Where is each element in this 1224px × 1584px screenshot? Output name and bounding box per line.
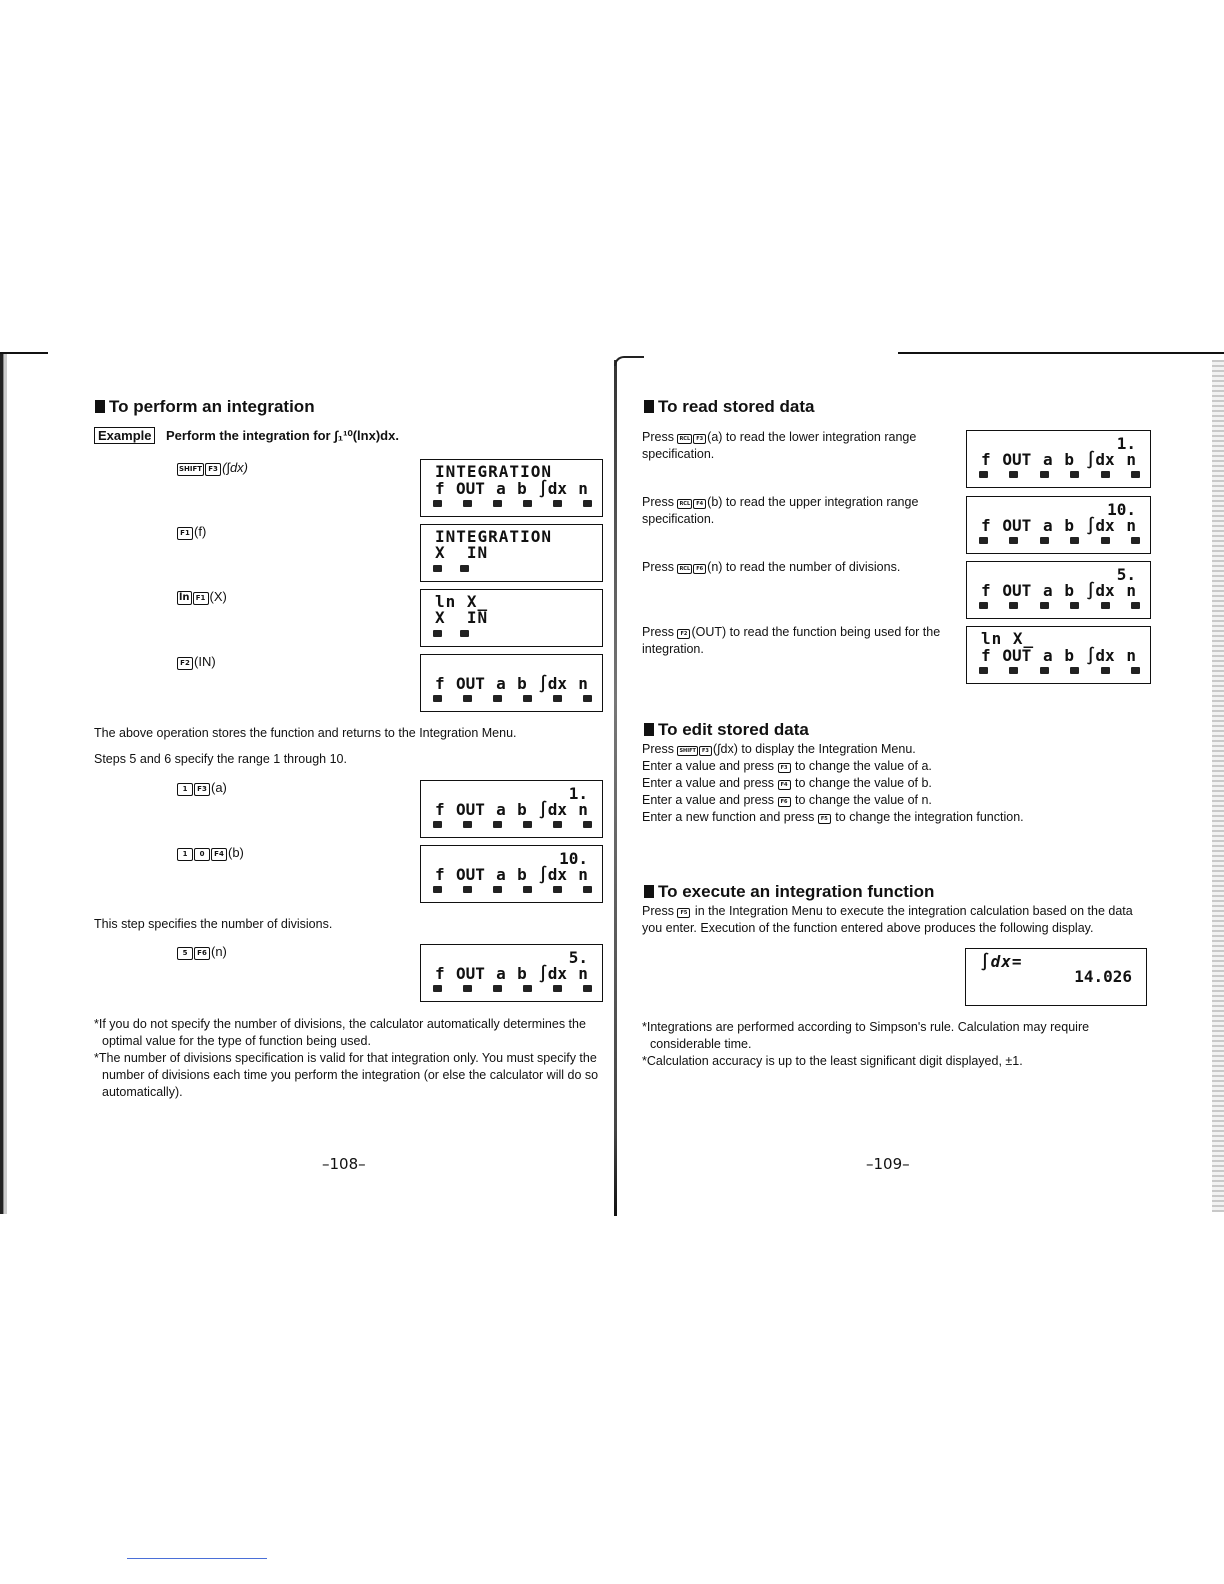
f1-icon	[433, 565, 442, 572]
read-prefix: Press	[642, 560, 674, 574]
lcd-fn-dx: ∫dx	[1085, 450, 1115, 469]
lcd-fn-b: b	[517, 800, 527, 819]
f3-icon	[493, 695, 502, 702]
lcd-value: 5.	[568, 948, 588, 967]
key-f3: F3	[699, 746, 712, 756]
example-label: Example	[94, 427, 155, 444]
lcd-fn-dx: ∫dx	[1085, 516, 1115, 535]
read-prefix: Press	[642, 495, 674, 509]
f5-icon	[553, 500, 562, 507]
note-simpsons-rule: *Integrations are performed according to Simpson's rule. Calculation may require considerable time.	[642, 1020, 1090, 1051]
lcd-screen-b-value	[420, 845, 603, 903]
lcd-screen-read-b	[966, 496, 1151, 554]
f3-icon	[493, 500, 502, 507]
edit-instructions	[642, 741, 1182, 826]
key-f3: F3	[778, 763, 791, 773]
lcd-fn-row	[435, 479, 588, 498]
f3-icon	[493, 985, 502, 992]
softkey-row	[979, 537, 1140, 544]
read-item-out	[642, 624, 942, 658]
f3-icon	[1040, 602, 1049, 609]
lcd-fn-b: b	[517, 964, 527, 983]
lcd-fn-n: n	[578, 865, 588, 884]
f5-icon	[553, 985, 562, 992]
lcd-fn-b: b	[517, 479, 527, 498]
f1-icon	[433, 630, 442, 637]
edit-line-4: Enter a value and press F6 to change the value of n.	[642, 793, 932, 807]
lcd-screen-read-out	[966, 626, 1151, 684]
f4-icon	[1070, 602, 1079, 609]
key-shift: SHIFT	[177, 463, 204, 476]
f6-icon	[583, 695, 592, 702]
lcd-screen-n-value	[420, 944, 603, 1002]
lcd-fn-b: b	[1064, 516, 1074, 535]
step-suffix: (b)	[228, 845, 244, 860]
lcd-fn-row	[435, 865, 588, 884]
key-rcl: RCL	[679, 436, 691, 442]
f4-icon	[523, 695, 532, 702]
lcd-fn-row	[981, 581, 1136, 600]
f5-icon	[553, 821, 562, 828]
f1-icon	[433, 886, 442, 893]
key-0: 0	[194, 848, 210, 861]
lcd-line1: ln X_	[981, 629, 1035, 648]
f1-icon	[979, 471, 988, 478]
lcd-screen-menu-return	[420, 654, 603, 712]
key-ln: ln	[179, 592, 190, 603]
f6-icon	[583, 821, 592, 828]
key-f3: F3	[194, 783, 210, 796]
softkey-row	[979, 471, 1140, 478]
note-divisions-auto: *If you do not specify the number of divisions, the calculator automatically determines the optimal value for the type of function being used.	[94, 1017, 586, 1048]
lcd-value: 5.	[1116, 565, 1136, 584]
key-shift: SHIFT	[679, 748, 696, 754]
read-text: (OUT) to read the function being used for the integration.	[642, 625, 941, 656]
key-f3: F3	[205, 463, 221, 476]
lcd-fn-n: n	[1126, 516, 1136, 535]
f3-icon	[493, 886, 502, 893]
step-5-f6	[177, 944, 227, 960]
square-bullet-icon	[644, 885, 654, 898]
key-rcl: RCL	[679, 501, 691, 507]
lcd-fn-n: n	[578, 964, 588, 983]
f6-icon	[1131, 667, 1140, 674]
lcd-fn-n: n	[1126, 581, 1136, 600]
page-number-right: –109–	[866, 1155, 910, 1173]
step-ln-f1	[177, 589, 227, 605]
lcd-line2: X IN	[435, 543, 489, 562]
read-text: (n) to read the number of divisions.	[707, 560, 901, 574]
key-f3: F3	[693, 434, 706, 444]
lcd-fn-a: a	[1042, 646, 1053, 665]
read-item-n	[642, 559, 942, 576]
f5-icon	[1101, 667, 1110, 674]
key-5: 5	[177, 947, 193, 960]
lcd-fn-f: f	[981, 516, 991, 535]
heading-execute-integration: To execute an integration function	[644, 882, 934, 902]
key-f5: F5	[677, 908, 690, 918]
lcd-fn-a: a	[1042, 581, 1053, 600]
f5-icon	[1101, 602, 1110, 609]
step-shift-f3	[177, 460, 248, 476]
lcd-fn-a: a	[1042, 450, 1053, 469]
f4-icon	[523, 500, 532, 507]
lcd-fn-out: OUT	[455, 479, 485, 498]
f2-icon	[463, 886, 472, 893]
step-suffix: (IN)	[194, 654, 216, 669]
lcd-fn-a: a	[496, 674, 506, 693]
lcd-screen-read-a	[966, 430, 1151, 488]
f4-icon	[1070, 667, 1079, 674]
lcd-fn-out: OUT	[1002, 516, 1032, 535]
edit-line-5: Enter a new function and press F5 to change the integration function.	[642, 810, 1024, 824]
f4-icon	[1070, 471, 1079, 478]
softkey-row	[433, 500, 592, 507]
lcd-screen-ln-x	[420, 589, 603, 647]
f4-icon	[1070, 537, 1079, 544]
f2-icon	[460, 565, 469, 572]
step-suffix: (n)	[211, 944, 227, 959]
lcd-fn-b: b	[1064, 646, 1074, 665]
step-suffix: (X)	[209, 589, 227, 604]
read-prefix: Press	[642, 430, 674, 444]
page-number-left: –108–	[322, 1155, 366, 1173]
f6-icon	[1131, 471, 1140, 478]
read-item-a	[642, 429, 942, 463]
lcd-fn-out: OUT	[455, 865, 485, 884]
lcd-line1: ln X_	[435, 592, 489, 611]
step-suffix: (a)	[211, 780, 227, 795]
heading-edit-stored-data: To edit stored data	[644, 720, 809, 740]
key-f1: F1	[177, 527, 193, 540]
lcd-fn-out: OUT	[1002, 646, 1032, 665]
lcd-fn-dx: ∫dx	[538, 865, 567, 884]
lcd-screen-result	[965, 948, 1147, 1006]
edit-line-3: Enter a value and press F4 to change the value of b.	[642, 776, 932, 790]
lcd-fn-out: OUT	[1002, 581, 1032, 600]
key-1: 1	[177, 783, 193, 796]
f6-icon	[583, 886, 592, 893]
f5-icon	[553, 886, 562, 893]
lcd-fn-a: a	[496, 865, 506, 884]
lcd-screen-a-value	[420, 780, 603, 838]
read-text: (b) to read the upper integration range specification.	[642, 495, 919, 526]
f6-icon	[583, 985, 592, 992]
f5-icon	[1101, 471, 1110, 478]
f2-icon	[463, 985, 472, 992]
f1-icon	[979, 667, 988, 674]
lcd-fn-f: f	[435, 964, 445, 983]
key-f6: F6	[693, 564, 706, 574]
lcd-fn-n: n	[578, 479, 588, 498]
lcd-fn-b: b	[517, 674, 527, 693]
lcd-fn-f: f	[435, 800, 445, 819]
f4-icon	[523, 985, 532, 992]
note-accuracy: *Calculation accuracy is up to the least significant digit displayed, ±1.	[642, 1054, 1023, 1068]
lcd-fn-a: a	[1042, 516, 1053, 535]
softkey-row	[979, 667, 1140, 674]
step-1-f3	[177, 780, 227, 796]
lcd-fn-f: f	[435, 479, 445, 498]
step-f1	[177, 524, 206, 540]
key-f6: F6	[778, 797, 791, 807]
key-f4: F4	[693, 499, 706, 509]
lcd-fn-f: f	[981, 646, 991, 665]
f3-icon	[1040, 471, 1049, 478]
lcd-line2: X IN	[435, 608, 489, 627]
lcd-fn-f: f	[435, 865, 445, 884]
softkey-row	[433, 630, 592, 637]
f5-icon	[553, 695, 562, 702]
softkey-row	[433, 886, 592, 893]
example-line	[94, 427, 399, 445]
f2-icon	[1009, 537, 1018, 544]
lcd-fn-row	[435, 964, 588, 983]
key-rcl: RCL	[679, 566, 691, 572]
f4-icon	[523, 821, 532, 828]
read-item-b	[642, 494, 942, 528]
lcd-value: 1.	[568, 784, 588, 803]
f6-icon	[1131, 602, 1140, 609]
f3-icon	[493, 821, 502, 828]
f2-icon	[1009, 667, 1018, 674]
lcd-result-value: 14.026	[1074, 967, 1132, 986]
lcd-fn-dx: ∫dx	[1085, 581, 1115, 600]
lcd-fn-row	[435, 674, 588, 693]
f2-icon	[463, 695, 472, 702]
step-1-0-f4	[177, 845, 244, 861]
key-1: 1	[177, 848, 193, 861]
f4-icon	[523, 886, 532, 893]
example-text: Perform the integration for ∫₁¹⁰(lnx)dx.	[165, 428, 399, 443]
f1-icon	[979, 537, 988, 544]
f1-icon	[433, 985, 442, 992]
right-page-edge	[1212, 360, 1224, 1212]
f1-icon	[433, 695, 442, 702]
f1-icon	[433, 821, 442, 828]
lcd-fn-b: b	[1064, 581, 1074, 600]
bottom-link-line	[127, 1558, 267, 1559]
step-suffix: (∫dx)	[222, 460, 249, 475]
lcd-fn-b: b	[517, 865, 527, 884]
lcd-fn-out: OUT	[455, 800, 485, 819]
softkey-row	[979, 602, 1140, 609]
lcd-fn-n: n	[578, 674, 588, 693]
lcd-fn-n: n	[1126, 450, 1136, 469]
lcd-line1: INTEGRATION	[435, 527, 552, 546]
lcd-value: 10.	[1107, 500, 1136, 519]
edit-line-2: Enter a value and press F3 to change the value of a.	[642, 759, 932, 773]
lcd-fn-row	[981, 646, 1136, 665]
lcd-fn-dx: ∫dx	[538, 674, 567, 693]
lcd-line1: INTEGRATION	[435, 462, 552, 481]
f1-icon	[979, 602, 988, 609]
f6-icon	[1131, 537, 1140, 544]
note-divisions-valid: *The number of divisions specification is valid for that integration only. You must specify the number of divisions each time you perform the integration (or else the calculator will do so automatically).	[94, 1051, 599, 1099]
square-bullet-icon	[644, 400, 654, 413]
f2-icon	[1009, 471, 1018, 478]
step-suffix: (f)	[194, 524, 207, 539]
f6-icon	[583, 500, 592, 507]
key-f5: F5	[818, 814, 831, 824]
lcd-fn-f: f	[981, 581, 991, 600]
lcd-fn-a: a	[496, 479, 506, 498]
right-top-rule	[898, 352, 1224, 354]
lcd-fn-dx: ∫dx	[1085, 646, 1115, 665]
softkey-row	[433, 695, 592, 702]
key-f4: F4	[211, 848, 227, 861]
key-f2: F2	[677, 629, 690, 639]
left-page-edge	[0, 352, 7, 1214]
paragraph-execute: Press F5 in the Integration Menu to execute the integration calculation based on the data you enter. Execution of the function entered above produces the following display.	[642, 904, 1133, 935]
lcd-screen-integration-menu	[420, 459, 603, 517]
softkey-row	[433, 565, 592, 572]
lcd-result-label: ∫dx=	[980, 952, 1023, 971]
left-top-rule	[0, 352, 48, 354]
book-spine	[614, 360, 617, 1216]
lcd-fn-row	[981, 450, 1136, 469]
square-bullet-icon	[95, 400, 105, 413]
lcd-fn-dx: ∫dx	[538, 964, 567, 983]
lcd-fn-dx: ∫dx	[538, 800, 567, 819]
lcd-fn-f: f	[981, 450, 991, 469]
paragraph-range: Steps 5 and 6 specify the range 1 through 10.	[94, 752, 347, 766]
read-prefix: Press	[642, 625, 674, 639]
paragraph-stores-function: The above operation stores the function and returns to the Integration Menu.	[94, 726, 517, 740]
lcd-fn-out: OUT	[455, 964, 485, 983]
key-f1: F1	[193, 592, 209, 605]
lcd-value: 1.	[1116, 434, 1136, 453]
lcd-screen-read-n	[966, 561, 1151, 619]
lcd-fn-row	[981, 516, 1136, 535]
lcd-fn-b: b	[1064, 450, 1074, 469]
heading-perform-integration: To perform an integration	[95, 397, 315, 417]
lcd-screen-function-entry	[420, 524, 603, 582]
lcd-fn-n: n	[578, 800, 588, 819]
softkey-row	[433, 821, 592, 828]
heading-read-stored-data: To read stored data	[644, 397, 815, 417]
f2-icon	[460, 630, 469, 637]
lcd-fn-n: n	[1126, 646, 1136, 665]
lcd-fn-dx: ∫dx	[538, 479, 567, 498]
lcd-fn-out: OUT	[455, 674, 485, 693]
lcd-fn-f: f	[435, 674, 445, 693]
lcd-fn-a: a	[496, 964, 506, 983]
f3-icon	[1040, 537, 1049, 544]
key-f4: F4	[778, 780, 791, 790]
lcd-value: 10.	[559, 849, 588, 868]
lcd-fn-a: a	[496, 800, 506, 819]
paragraph-divisions: This step specifies the number of divisions.	[94, 917, 333, 931]
f5-icon	[1101, 537, 1110, 544]
key-f6: F6	[194, 947, 210, 960]
square-bullet-icon	[644, 723, 654, 736]
spine-curl	[614, 356, 644, 366]
read-text: (a) to read the lower integration range specification.	[642, 430, 917, 461]
f1-icon	[433, 500, 442, 507]
lcd-fn-out: OUT	[1002, 450, 1032, 469]
softkey-row	[433, 985, 592, 992]
f2-icon	[1009, 602, 1018, 609]
step-f2	[177, 654, 216, 670]
lcd-fn-row	[435, 800, 588, 819]
f3-icon	[1040, 667, 1049, 674]
edit-line-1: Press SHIFT F3 (∫dx) to display the Integration Menu.	[642, 742, 916, 756]
f2-icon	[463, 500, 472, 507]
f2-icon	[463, 821, 472, 828]
key-f2: F2	[177, 657, 193, 670]
